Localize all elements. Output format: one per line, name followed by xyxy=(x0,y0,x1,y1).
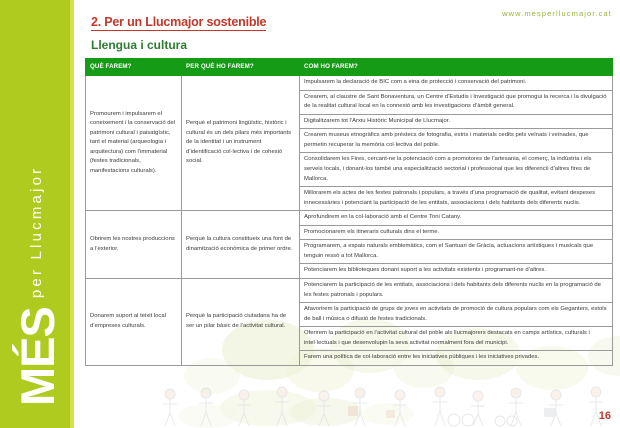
brand-name-sub: per Llucmajor xyxy=(27,165,45,299)
column-header-how: COM HO FAREM? xyxy=(300,59,613,76)
cell-what: Obrirem les nostres produccions a l’exterior. xyxy=(86,211,182,279)
table-row xyxy=(86,279,613,303)
page-content xyxy=(74,0,620,428)
programme-table xyxy=(85,58,613,366)
bottom-illustration xyxy=(148,382,620,428)
cell-how: Millorarem els actes de les festes patronals i populars, a través d’una programació de qualitat, evitant despeses innecessàries i potenciant la participació de les entitats, associacions i dels habitants dels diferents nuclis. xyxy=(300,187,613,211)
brand-logo xyxy=(0,0,74,428)
table-header xyxy=(86,59,613,76)
cell-why: Perquè la cultura constitueix una font de dinamització econòmica de primer ordre. xyxy=(182,211,300,279)
table-body xyxy=(86,76,613,366)
brand-sidebar xyxy=(0,0,74,428)
cell-how: Promocionarem els itineraris culturals dins el terme. xyxy=(300,225,613,240)
table-header-row xyxy=(86,59,613,76)
cell-how: Afavorirem la participació de grups de joves en activitats de promoció de cultura populars com els Geganters, estols de ball i música o difusió de festes tradicionals. xyxy=(300,303,613,327)
cell-how: Digitalitzarem tot l’Arxiu Històric Municipal de Llucmajor. xyxy=(300,114,613,129)
cell-what: Promourem i impulsarem el coneixement i la conservació del patrimoni cultural i paisatgístic, tant el material (arqueologia i arquitectura) com l’immaterial (festes tradicionals, manifestacions culturals). xyxy=(86,76,182,211)
cell-how: Crearem, al claustre de Sant Bonaventura, un Centre d’Estudis i Investigació que promogui la recerca i la divulgació de la realitat cultural local en la connexió amb les investigacions d’àmbit general. xyxy=(300,90,613,114)
people-illustration-svg xyxy=(148,382,620,428)
table-row xyxy=(86,211,613,226)
cell-how: Farem una política de col·laboració entre les iniciatives públiques i les iniciatives privades. xyxy=(300,351,613,366)
page-number: 16 xyxy=(598,410,611,422)
column-header-what: QUÈ FAREM? xyxy=(86,59,182,76)
cell-why: Perquè el patrimoni lingüístic, històric i cultural és un dels pilars més importants de la identitat i un instrument d’identificació col·lectiva i de cohesió social. xyxy=(182,76,300,211)
column-header-why: PER QUÈ HO FAREM? xyxy=(182,59,300,76)
page-title: Llengua i cultura xyxy=(91,38,188,52)
cell-how: Crearem museus etnogràfics amb préstecs de fotografia, estris i materials cedits pels veïnats i veïnades, que permetin recuperar la memòria col·lectiva del poble. xyxy=(300,129,613,153)
cell-how: Potenciarem la participació de les entitats, associacions i dels habitants dels diferents nuclis en la programació de les festes patronals i populars. xyxy=(300,279,613,303)
cell-why: Perquè la participació ciutadana ha de ser un pilar bàsic de l’activitat cultural. xyxy=(182,279,300,366)
brand-name-main: MÉS xyxy=(10,307,64,406)
cell-how: Programarem, a espais naturals emblemàtics, com el Santuari de Gràcia, actuacions artístiques i musicals que tenguin ressò a tot Mallorca. xyxy=(300,240,613,264)
website-url[interactable]: www.mesperllucmajor.cat xyxy=(502,9,612,18)
cell-how: Consolidarem les Fires, cercant-ne la potenciació com a promotores de l’artesania, el comerç, la indústria i els serveis locals, i donant-los també una especialització sectorial i professional que les diferencïi d’altres fires de Mallorca. xyxy=(300,153,613,187)
section-title: 2. Per un Llucmajor sostenible xyxy=(91,15,267,29)
cell-how: Oferirem la participació en l’activitat cultural del poble als llucmajorers destacats en camps artístics, culturals i intel·lectuals i que desenvolupin la seva activitat normalment fora del municipi. xyxy=(300,327,613,351)
cell-how: Potenciarem les biblioteques donant suport a les activitats existents i programant-ne d’altres. xyxy=(300,264,613,279)
cell-how: Impulsarem la declaració de BIC com a eina de protecció i conservació del patrimoni. xyxy=(300,76,613,91)
cell-how: Aprofundirem en la col·laboració amb el Centre Toni Catany. xyxy=(300,211,613,226)
table-row xyxy=(86,76,613,91)
cell-what: Donarem suport al teixit local d’empreses culturals. xyxy=(86,279,182,366)
